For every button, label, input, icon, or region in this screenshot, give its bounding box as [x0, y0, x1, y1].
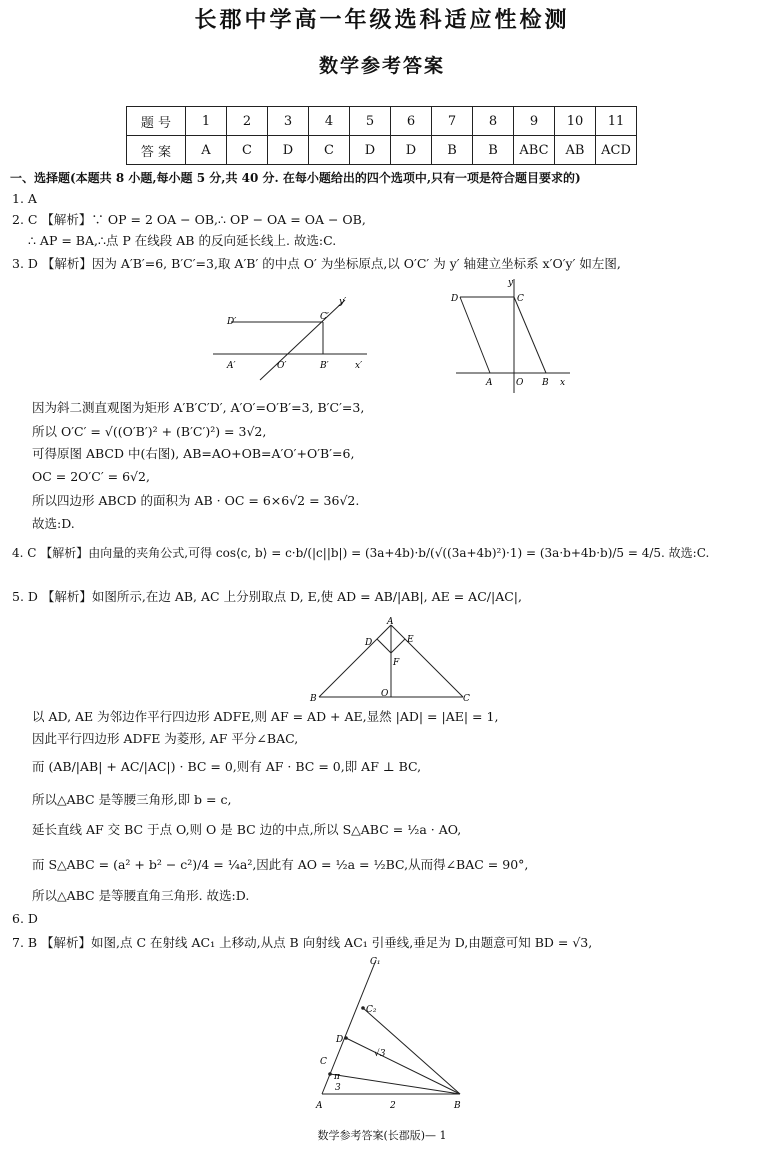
- figure-rays: [310, 952, 470, 1117]
- answer-line-q3: 所以 O′C′ = √((O′B′)² + (B′C′)²) = 3√2,: [32, 424, 267, 439]
- table-cell: 10: [555, 107, 596, 136]
- answer-line-q5: 所以△ABC 是等腰三角形,即 b = c,: [32, 792, 232, 807]
- table-cell: D: [268, 136, 309, 165]
- table-row-numbers: [127, 107, 637, 136]
- fig-label: C₂: [366, 1005, 377, 1015]
- table-cell: 4: [309, 107, 350, 136]
- answer-line-q3: 所以四边形 ABCD 的面积为 AB · OC = 6×6√2 = 36√2.: [32, 493, 360, 508]
- fig-label: x′: [355, 361, 363, 371]
- section-heading: 一、选择题(本题共 8 小题,每小题 5 分,共 40 分. 在每小题给出的四个选项中,只有一项是符合题目要求的): [10, 171, 581, 185]
- table-cell: 1: [186, 107, 227, 136]
- fig-label: 3: [335, 1083, 341, 1093]
- fig-label: B: [454, 1101, 461, 1111]
- table-cell: 2: [227, 107, 268, 136]
- fig-label: D: [336, 1035, 344, 1045]
- answer-line-q5: 而 S△ABC = (a² + b² − c²)/4 = ¼a²,因此有 AO = ½a = ½BC,从而得∠BAC = 90°,: [32, 857, 529, 872]
- figure-oblique-view: [205, 292, 370, 382]
- fig-label: D′: [227, 317, 237, 327]
- answer-line-q3: 故选:D.: [32, 516, 75, 531]
- fig-label: D: [451, 294, 459, 304]
- fig-label: A: [387, 617, 394, 627]
- answer-line-q6: 6. D: [12, 911, 38, 926]
- answer-line-q5: 而 (AB/|AB| + AC/|AC|) · BC = 0,则有 AF · BC = 0,即 AF ⊥ BC,: [32, 759, 422, 774]
- answer-line-q5: 延长直线 AF 交 BC 于点 O,则 O 是 BC 边的中点,所以 S△ABC = ½a · AO,: [32, 822, 462, 837]
- fig-label: E: [407, 635, 414, 645]
- table-cell: AB: [555, 136, 596, 165]
- fig-label: π: [334, 1072, 340, 1082]
- answer-line-q2-cont: ∴ AP = BA,∴点 P 在线段 AB 的反向延长线上. 故选:C.: [28, 233, 337, 248]
- answer-line-q5: 因此平行四边形 ADFE 为菱形, AF 平分∠BAC,: [32, 731, 299, 746]
- fig-label: C₁: [370, 957, 381, 967]
- fig-label: A: [486, 378, 493, 388]
- table-header-cell: 答 案: [127, 136, 186, 165]
- table-cell: 6: [391, 107, 432, 136]
- fig-label: B: [542, 378, 549, 388]
- fig-label: y: [508, 278, 514, 288]
- answer-line-q2: 2. C 【解析】∵ OP = 2 OA − OB,∴ OP − OA = OA − OB,: [12, 212, 366, 227]
- table-cell: D: [350, 136, 391, 165]
- fig-label: C′: [320, 312, 329, 322]
- figure-original: [448, 275, 573, 395]
- answer-line-q5: 5. D 【解析】如图所示,在边 AB, AC 上分别取点 D, E,使 AD = AB/|AB|, AE = AC/|AC|,: [12, 589, 522, 604]
- answer-line-q5: 以 AD, AE 为邻边作平行四边形 ADFE,则 AF = AD + AE,显然 |AD| = |AE| = 1,: [32, 709, 499, 724]
- fig-label: 2: [390, 1101, 396, 1111]
- table-cell: ACD: [596, 136, 637, 165]
- fig-label: √3: [374, 1049, 386, 1059]
- table-cell: C: [309, 136, 350, 165]
- fig-label: B′: [320, 361, 329, 371]
- fig-label: D: [365, 638, 373, 648]
- answer-line-q3: 3. D 【解析】因为 A′B′=6, B′C′=3,取 A′B′ 的中点 O′ 为坐标原点,以 O′C′ 为 y′ 轴建立坐标系 x′O′y′ 如左图,: [12, 256, 621, 271]
- table-cell: 11: [596, 107, 637, 136]
- fig-label: O: [381, 689, 389, 699]
- fig-label: O: [516, 378, 524, 388]
- fig-label: C: [320, 1057, 327, 1067]
- table-cell: 5: [350, 107, 391, 136]
- answer-line-q3: OC = 2O′C′ = 6√2,: [32, 469, 150, 484]
- fig-label: y′: [339, 297, 347, 307]
- fig-label: B: [310, 694, 317, 704]
- fig-label: x: [560, 378, 566, 388]
- table-cell: D: [391, 136, 432, 165]
- fig-label: A: [316, 1101, 323, 1111]
- answer-line-q7: 7. B 【解析】如图,点 C 在射线 AC₁ 上移动,从点 B 向射线 AC₁ 引垂线,垂足为 D,由题意可知 BD = √3,: [12, 935, 593, 950]
- answer-line-q4: 4. C 【解析】由向量的夹角公式,可得 cos⟨c, b⟩ = c·b/(|c||b|) = (3a+4b)·b/(√((3a+4b)²)·1) = (3a·b+4b·b)/5 = 4/5. 故选:C.: [12, 546, 710, 560]
- answer-line-q5: 所以△ABC 是等腰直角三角形. 故选:D.: [32, 888, 250, 903]
- table-row-answers: [127, 136, 637, 165]
- answer-line-q3: 可得原图 ABCD 中(右图), AB=AO+OB=A′O′+O′B′=6,: [32, 446, 355, 461]
- page-title: 长郡中学高一年级选科适应性检测: [194, 7, 570, 33]
- answer-table: [126, 106, 637, 165]
- answer-line-q1: 1. A: [12, 191, 37, 206]
- table-cell: 8: [473, 107, 514, 136]
- fig-label: F: [393, 658, 400, 668]
- table-cell: 9: [514, 107, 555, 136]
- table-cell: B: [432, 136, 473, 165]
- fig-label: C: [463, 694, 470, 704]
- page-subtitle: 数学参考答案: [318, 55, 445, 77]
- table-cell: 7: [432, 107, 473, 136]
- page-footer: 数学参考答案(长郡版)— 1: [317, 1129, 447, 1142]
- table-cell: A: [186, 136, 227, 165]
- fig-label: C: [517, 294, 524, 304]
- table-cell: ABC: [514, 136, 555, 165]
- fig-label: O′: [277, 361, 287, 371]
- table-header-cell: 题 号: [127, 107, 186, 136]
- fig-label: A′: [227, 361, 236, 371]
- table-cell: C: [227, 136, 268, 165]
- table-cell: 3: [268, 107, 309, 136]
- answer-line-q3: 因为斜二测直观图为矩形 A′B′C′D′, A′O′=O′B′=3, B′C′=3,: [32, 400, 365, 415]
- table-cell: B: [473, 136, 514, 165]
- figure-triangle: [305, 617, 475, 705]
